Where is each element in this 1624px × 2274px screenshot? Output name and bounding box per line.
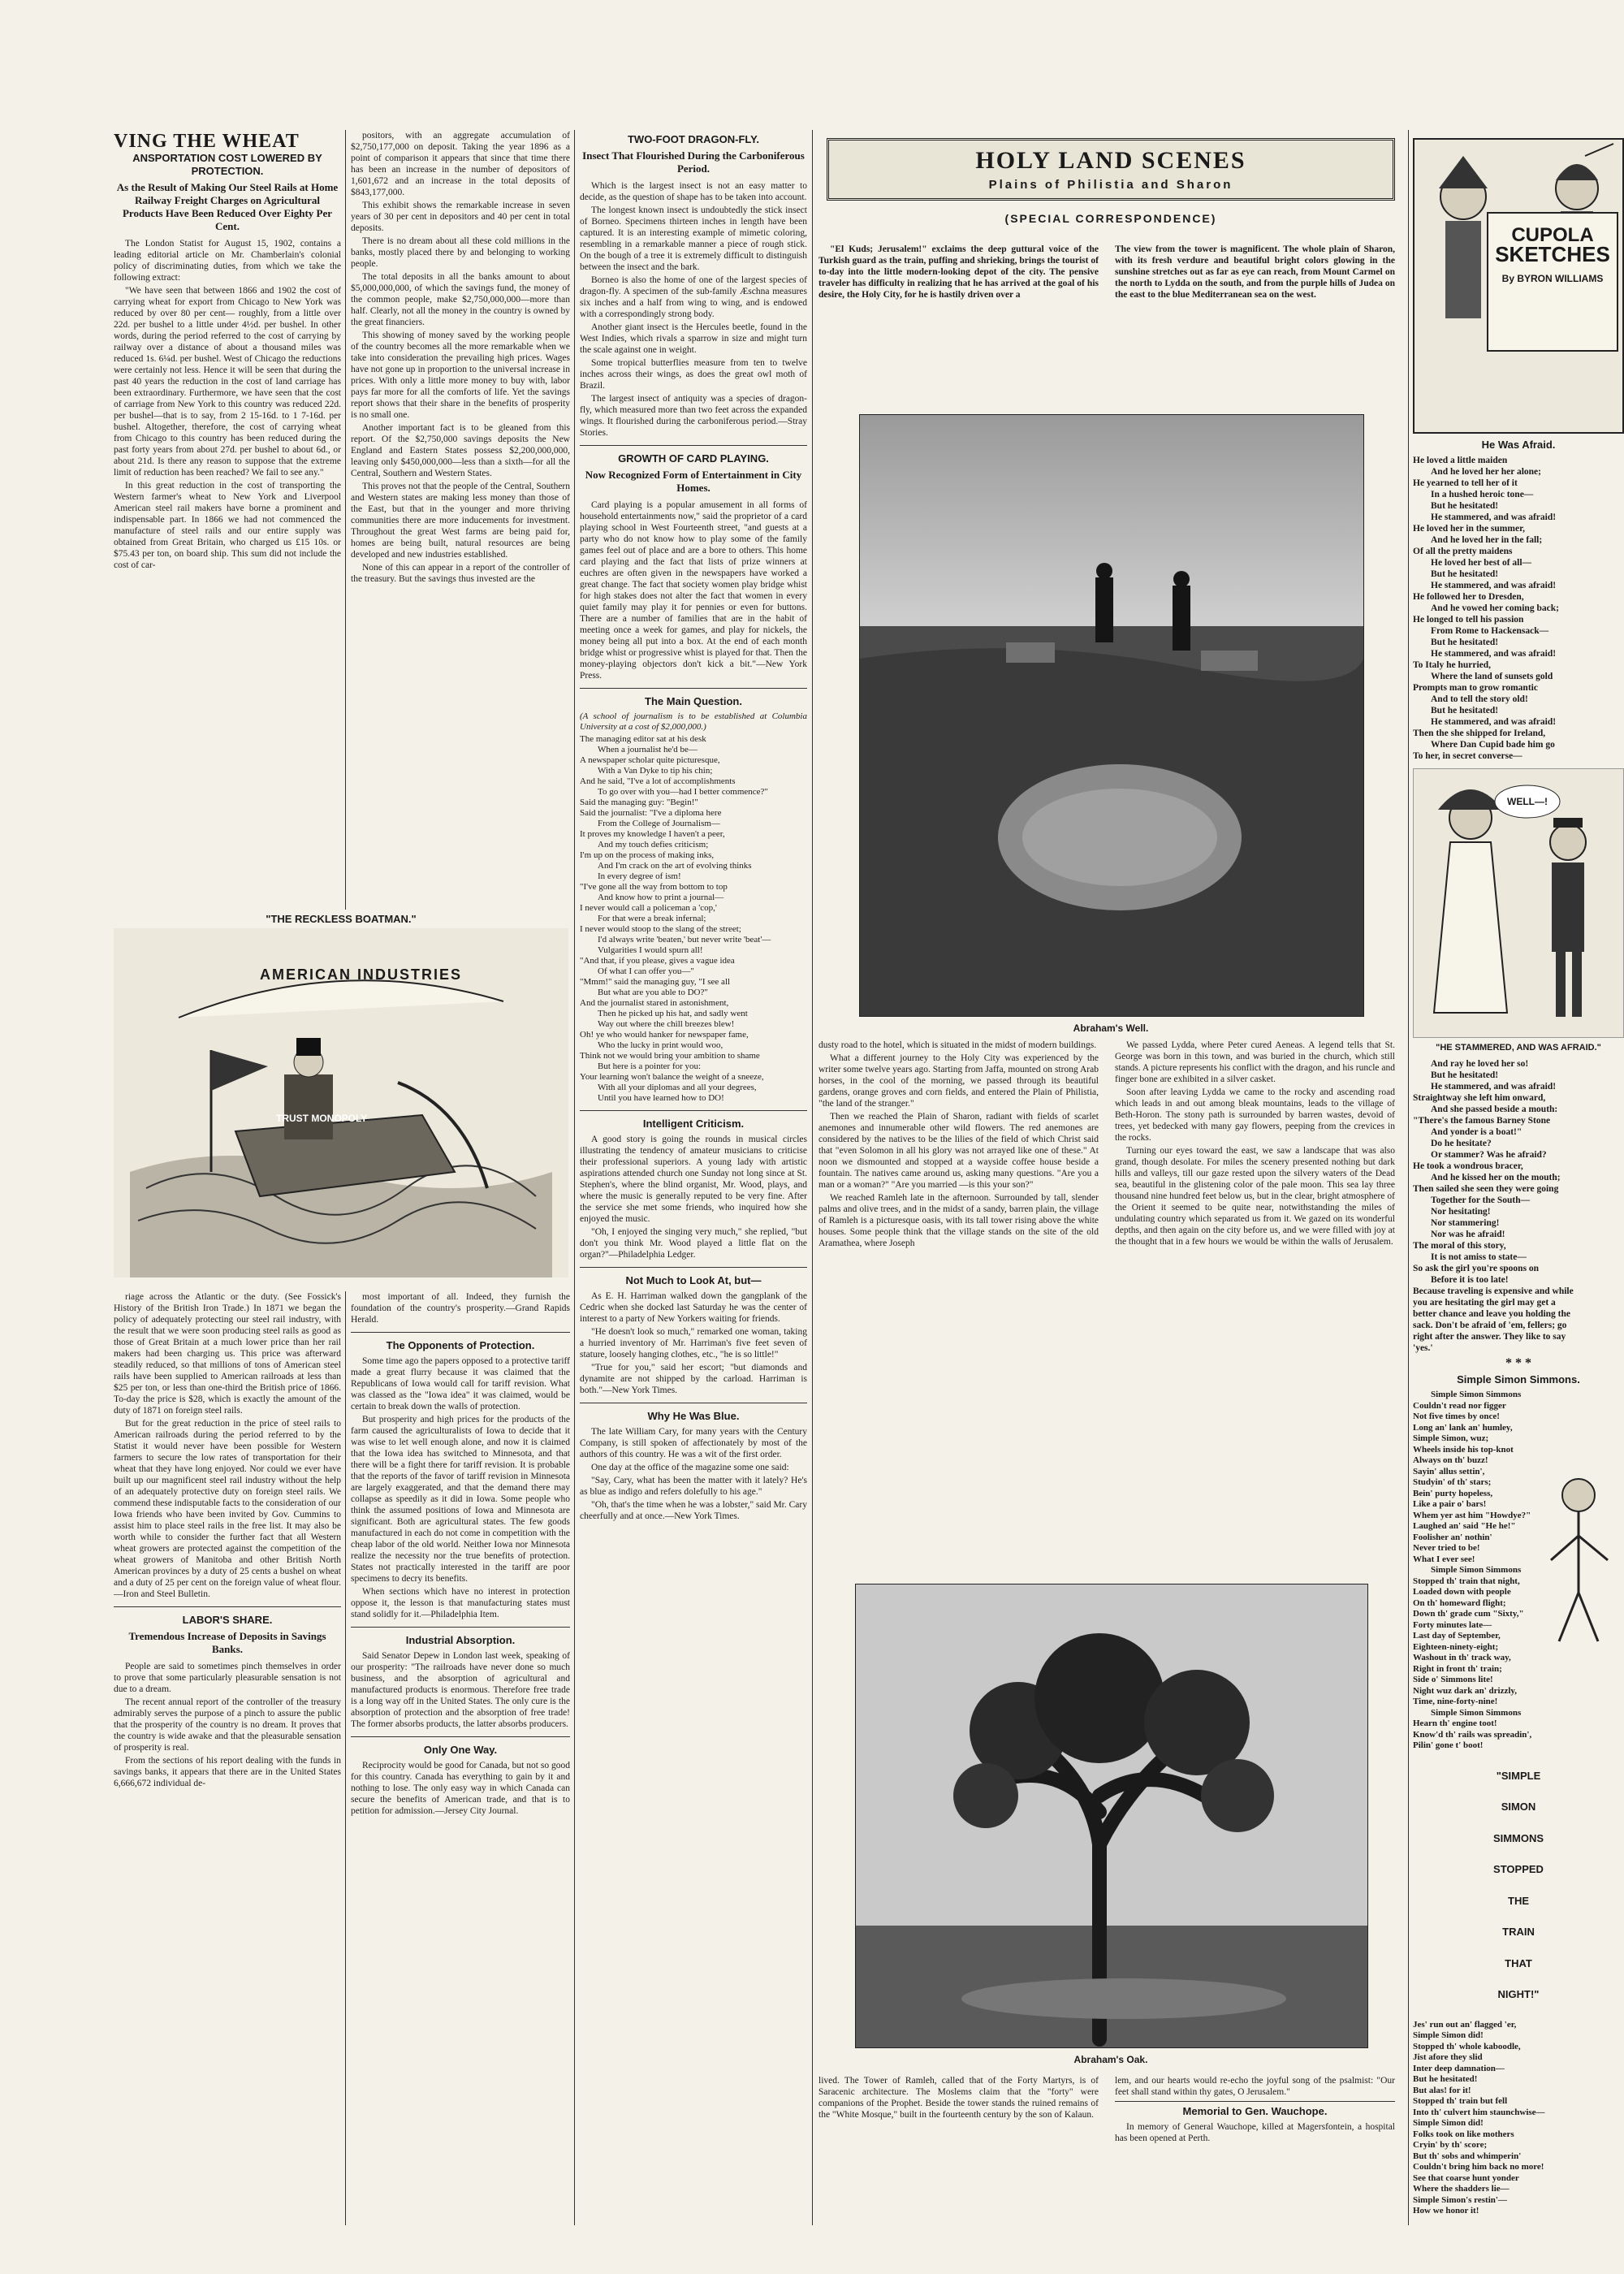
verse-line: you are hesitating the girl may get a xyxy=(1413,1297,1556,1308)
caption-line: THAT xyxy=(1505,1956,1532,1969)
verse-line: See that coarse hunt yonder xyxy=(1413,2172,1519,2183)
paragraph: riage across the Atlantic or the duty. (See Fossick's History of the British Iron Trade.) In 1871 we began the policy of adequately protecting our steel rail industry, with the result that we were soon producing steel rails as good as those of Great Britain at a much lower price than her rail makers had been charging us. This price was afterward steadily reduced, so that millions of tons of American steel rails have been supplied to American railroads at less than $25 per ton, or less than one-third the British price of 1866. To-day the price is $28, which is exactly the amount of the duty of 1871 on foreign steel rails. xyxy=(114,1292,341,1416)
photo-abrahams-oak xyxy=(855,1584,1368,2048)
article-title-main-question: The Main Question. xyxy=(645,695,742,707)
verse-line: Side o' Simmons lite! xyxy=(1413,1675,1493,1684)
verse-line: And to tell the story old! xyxy=(1431,694,1528,704)
paragraph: There is no dream about all these cold millions in the banks, mostly placed there by and belonging to working people. xyxy=(351,236,570,269)
verse-line: Simple Simon did! xyxy=(1413,2030,1484,2040)
cupola-title xyxy=(1492,224,1613,286)
cupola-byline: By BYRON WILLIAMS xyxy=(1501,273,1604,284)
article-title-dragonfly: TWO-FOOT DRAGON-FLY. xyxy=(627,133,759,145)
column-2-lower xyxy=(351,1291,570,2225)
verse-line: Nor was he afraid! xyxy=(1431,1229,1505,1239)
verse-line: Where the shadders lie— xyxy=(1413,2184,1510,2194)
verse-line: And he kissed her on the mouth; xyxy=(1431,1172,1561,1182)
verse-line: Jist afore they slid xyxy=(1413,2052,1483,2062)
verse-line: Hearn th' engine toot! xyxy=(1413,1718,1497,1728)
paragraph: In memory of General Wauchope, killed at Magersfontein, a hospital has been opened at Perth. xyxy=(1115,2122,1395,2143)
verse-line: Know'd th' rails was spreadin', xyxy=(1413,1729,1532,1740)
column-rule xyxy=(574,130,575,2225)
verse-line: And he loved her her alone; xyxy=(1431,467,1541,477)
verse-line: Together for the South— xyxy=(1431,1195,1531,1205)
verse-line: Vulgarities I would spurn all! xyxy=(598,945,703,955)
poem-afraid xyxy=(1413,455,1624,762)
verse-line: But he hesitated! xyxy=(1431,706,1499,715)
paragraph: Card playing is a popular amusement in all forms of household entertainments now," said the proprietor of a card playing school in West Fourteenth street, "and guests at a party who do not know how to play some of the family games feel out of place and are a bore to others. This home card playing and the fact that lists of prize winners at euchres are often given in the newspapers have worked a great change. The fact that society women play bridge whist for high stakes does not alter the fact that women in every quiet family may play it for pennies or even for buttons. There are a number of families that are in the habit of meeting once a week for games, and play for nickels, the money being all put into a box. At the end of each month bridge whist or progressive whist is played for that. Then the money-playing objectors don't kick a bit."—New York Press. xyxy=(580,500,807,681)
holy-intro-right xyxy=(1115,244,1395,302)
verse-line: He stammered, and was afraid! xyxy=(1431,1081,1557,1092)
verse-line: Then sailed she seen they were going xyxy=(1413,1183,1559,1194)
verse-line: Stopped th' whole kaboodle, xyxy=(1413,2041,1521,2051)
paragraph: The longest known insect is undoubtedly the stick insect of Borneo. Specimens thirteen inches in length have been captured. It is an interesting example of mimetic coloring, resembling in a remarkable manner a piece of rough stick. On the bough of a tree it is extremely difficult to distinguish between the insect and the bark. xyxy=(580,205,807,272)
paragraph: Borneo is also the home of one of the largest species of dragon-fly. A specimen of the sub-family Æschna measures six inches and a half from wing to wing, and is endowed with a correspondingly strong body. xyxy=(580,275,807,319)
verse-line: From the College of Journalism— xyxy=(598,819,720,828)
verse-line: He stammered, and was afraid! xyxy=(1431,717,1557,727)
verse-line: Wheels inside his top-knot xyxy=(1413,1444,1514,1455)
article-title-one-way: Only One Way. xyxy=(423,1744,498,1756)
article-deck-wheat: As the Result of Making Our Steel Rails at Home Railway Freight Charges on Agricultural Products Have Been Reduced Over Eighty Per Cent. xyxy=(116,180,339,232)
verse-line: Of what I can offer you—" xyxy=(598,966,694,976)
caption-abrahams-oak: Abraham's Oak. xyxy=(1073,2054,1148,2065)
column-rule xyxy=(345,1291,346,2225)
cartoon-stammered-drawing xyxy=(1414,769,1623,1037)
verse-line: "And that, if you please, gives a vague idea xyxy=(580,956,735,966)
verse-line: To Italy he hurried, xyxy=(1413,660,1492,670)
masthead-title: HOLY LAND SCENES xyxy=(975,147,1246,174)
caption-abrahams-well: Abraham's Well. xyxy=(1073,1022,1149,1034)
column-1-lower xyxy=(114,1291,341,2225)
paragraph: This proves not that the people of the Central, Southern and Western states are making less money than those of the East, but that in the younger and more thriving communities there are more inducements for investment. Throughout the great West farms are being paid for, homes are being built, natural resources are being developed and new industries established. xyxy=(351,482,570,560)
verse-line: When a journalist he'd be— xyxy=(598,745,698,754)
verse-line: Cryin' by th' score; xyxy=(1413,2140,1488,2150)
holy-intro-left xyxy=(818,244,1099,302)
photo-abrahams-oak-image xyxy=(856,1584,1367,2047)
paragraph: The view from the tower is magnificent. The whole plain of Sharon, with its fresh verdure and beautiful bright colors glowing in the sunshine stretches out as far as eye can reach, from Mount Carmel on the north to Lydda on the south, and from the purple hills of Judea on the east to the blue Mediterranean sea on the west. xyxy=(1115,244,1395,300)
caption-line: SIMMONS xyxy=(1492,1831,1544,1844)
verse-line: Eighteen-ninety-eight; xyxy=(1413,1641,1499,1652)
verse-line: What I ever see! xyxy=(1413,1554,1475,1564)
verse-line: To her, in secret converse— xyxy=(1413,751,1522,761)
verse-line: But he hesitated! xyxy=(1413,2074,1478,2084)
paragraph: Another important fact is to be gleaned from this report. Of the $2,750,000 savings deposits the New England and Eastern States possess $2,200,000,000, leaving only $450,000,000—less than a sixth—for all the Central, Southern and Western States. xyxy=(351,423,570,478)
paragraph: The recent annual report of the controller of the treasury admirably serves the purpose of a pinch to assure the public that the prosperity of the country is no dream. It proves that the country is wide awake and that the pleasurable sensation of prosperity is real. xyxy=(114,1697,341,1753)
verse-line: better chance and leave you holding the xyxy=(1413,1308,1571,1319)
divider xyxy=(580,688,807,689)
verse-line: But what are you able to DO?" xyxy=(598,988,708,997)
verse-line: Simple Simon Simmons xyxy=(1431,1390,1522,1399)
paragraph: Reciprocity would be good for Canada, but not so good for this country. Canada has everything to gain by it and nothing to lose. The only easy way in which Canada can secure the benefits of American trade, and that is to petition for admission.—Jersey City Journal. xyxy=(351,1761,570,1816)
verse-line: He stammered, and was afraid! xyxy=(1431,581,1557,590)
caption-line: TRAIN xyxy=(1502,1926,1535,1938)
verse-line: He stammered, and was afraid! xyxy=(1431,512,1557,522)
holy-left-body xyxy=(818,1040,1099,1576)
verse-line: Couldn't read nor figger xyxy=(1413,1400,1506,1411)
verse-line: He longed to tell his passion xyxy=(1413,615,1524,625)
verse-line: And know how to print a journal— xyxy=(598,893,724,902)
article-title-labor: LABOR'S SHARE. xyxy=(182,1614,273,1626)
verse-line: And he vowed her coming back; xyxy=(1431,603,1559,613)
verse-line: In a hushed heroic tone— xyxy=(1431,490,1534,499)
paragraph: positors, with an aggregate accumulation of $2,750,177,000 on deposit. Taking the year 1896 as a point of comparison it appears that since that time there has been an increase in the number of depositors of 1,601,672 and an increase in the total deposits of $843,177,000. xyxy=(351,131,570,197)
special-correspondence: (SPECIAL CORRESPONDENCE) xyxy=(1004,212,1217,225)
divider xyxy=(580,1110,807,1111)
paragraph: The late William Cary, for many years with the Century Company, is still spoken of affectionately by most of the authors of this country. He was a wit of the first order. xyxy=(580,1427,807,1459)
paragraph: lived. The Tower of Ramleh, called that of the Forty Martyrs, is of Saracenic architecture. The Moslems claim that the "forty" were companions of the Prophet. Beside the tower stands the ruined remains of the "White Mosque," built in the fourteenth century by the son of Kalaun. xyxy=(818,2076,1099,2120)
paragraph: What a different journey to the Holy City was experienced by the writer some twelve years ago. Starting from Jaffa, mounted on strong Arab horses, in the cool of the morning, we passed through its beautiful gardens, orange groves and corn fields, and entered the Plain of Philistia, "the land of the stranger." xyxy=(818,1053,1099,1109)
verse-line: How we honor it! xyxy=(1413,2206,1479,2216)
paragraph: "He doesn't look so much," remarked one woman, taking a hurried inventory of Mr. Harriman's five feet seven of stature, loosely hanging clothes, etc., "he is so little!" xyxy=(580,1327,807,1360)
verse-line: It proves my knowledge I haven't a peer, xyxy=(580,829,725,839)
verse-line: I never would stoop to the slang of the street; xyxy=(580,924,741,934)
verse-line: He took a wondrous bracer, xyxy=(1413,1161,1523,1171)
verse-line: Long an' lank an' humley, xyxy=(1413,1422,1513,1433)
verse-line: A newspaper scholar quite picturesque, xyxy=(580,755,720,765)
paragraph: lem, and our hearts would re-echo the joyful song of the psalmist: "Our feet shall stand within thy gates, O Jerusalem." xyxy=(1115,2076,1395,2097)
paragraph: In this great reduction in the cost of transporting the Western farmer's wheat to New York and Liverpool American steel rail makers have borne a prominent and indispensable part. In 1866 we had not commenced the manufacture of steel rails and our entire supply was obtained from Great Britain, who charged us £15 10s. or $75.43 per ton, on board ship. This sum did not include the cost of car- xyxy=(114,480,341,570)
paragraph: dusty road to the hotel, which is situated in the midst of modern buildings. xyxy=(818,1040,1097,1050)
photo-abrahams-well xyxy=(859,414,1364,1017)
verse-line: He followed her to Dresden, xyxy=(1413,592,1524,602)
column-rule xyxy=(812,130,813,2225)
article-title-memorial: Memorial to Gen. Wauchope. xyxy=(1182,2105,1328,2117)
verse-line: But alas! for it! xyxy=(1413,2085,1471,2095)
column-rule xyxy=(345,130,346,910)
verse-line: Your learning won't balance the weight of a sneeze, xyxy=(580,1072,764,1082)
verse-line: Simple Simon Simmons xyxy=(1431,1565,1522,1575)
simon-layout xyxy=(1413,1390,1624,1752)
poem-simon xyxy=(1413,1390,1535,1752)
verse-line: I never would call a policeman a 'cop,' xyxy=(580,903,717,913)
masthead-subtitle: Plains of Philistia and Sharon xyxy=(988,178,1233,192)
divider xyxy=(351,1627,570,1628)
verse-line: But th' sobs and whimperin' xyxy=(1413,2151,1522,2161)
poem-afraid-continued xyxy=(1413,1058,1624,1354)
cupola-title-line1: CUPOLA xyxy=(1511,224,1594,246)
verse-line: Of all the pretty maidens xyxy=(1413,547,1513,556)
article-title-not-much: Not Much to Look At, but— xyxy=(625,1274,762,1286)
article-deck-dragonfly: Insect That Flourished During the Carboniferous Period. xyxy=(582,149,805,175)
paragraph: The total deposits in all the banks amount to about $5,000,000,000, of which the savings fund, the money of the common people, make $2,750,000,000—more than half. Clearly, not all the money in the country is owned by the great financiers. xyxy=(351,272,570,327)
verse-line: Foolisher an' nothin' xyxy=(1413,1532,1492,1542)
verse-line: Stopped th' train that night, xyxy=(1413,1576,1520,1586)
verse-line: Nor hesitating! xyxy=(1431,1206,1491,1217)
divider xyxy=(1115,2101,1395,2102)
verse-line: But he hesitated! xyxy=(1431,501,1499,511)
column-3 xyxy=(580,130,807,2225)
photo-abrahams-well-image xyxy=(860,415,1363,1016)
verse-line: Straightway she left him onward, xyxy=(1413,1092,1546,1103)
paragraph: Some tropical butterflies measure from ten to twelve inches across their wings, as does the great owl moth of Brazil. xyxy=(580,358,807,391)
paragraph: From the sections of his report dealing with the funds in savings banks, it appears that there are in the United States 6,666,672 individual de- xyxy=(114,1756,341,1788)
paragraph: The largest insect of antiquity was a species of dragon-fly, which measured more than two feet across the expanded wings. It flourished during the carboniferous period.—Stray Stories. xyxy=(580,394,807,438)
verse-line: He loved a little maiden xyxy=(1413,456,1508,465)
verse-line: I'm up on the process of making inks, xyxy=(580,850,715,860)
verse-line: And yonder is a boat!" xyxy=(1431,1126,1522,1137)
verse-line: And I'm crack on the art of evolving thinks xyxy=(598,861,752,871)
paragraph: most important of all. Indeed, they furnish the foundation of the country's prosperity.—Grand Rapids Herald. xyxy=(351,1292,570,1325)
paragraph: "El Kuds; Jerusalem!" exclaims the deep guttural voice of the Turkish guard as the train, puffing and shrieking, brings the tourist of to-day into the little modern-looking depot of the city. The pensive traveler has difficulty in realizing that he has arrived at the goal of his desire, the Holy City, for he is hastily driven over a xyxy=(818,244,1099,300)
simon-figure xyxy=(1535,1471,1622,1649)
caption-line: SIMON xyxy=(1501,1801,1536,1813)
caption-line: NIGHT!" xyxy=(1497,1988,1540,2000)
holy-bottom-right xyxy=(1115,2075,1395,2146)
paragraph: "Say, Cary, what has been the matter with it lately? He's as blue as indigo and refers dolefully to his age." xyxy=(580,1476,807,1497)
verse-line: Said the managing guy: "Begin!" xyxy=(580,798,698,807)
newspaper-page xyxy=(114,130,1610,2225)
caption-stammered: "HE STAMMERED, AND WAS AFRAID." xyxy=(1436,1043,1601,1053)
verse-line: Nor stammering! xyxy=(1431,1217,1500,1228)
verse-line: And he said, "I've a lot of accomplishments xyxy=(580,776,736,786)
cartoon-banner: AMERICAN INDUSTRIES xyxy=(260,966,463,983)
paragraph: Which is the largest insect is not an easy matter to decide, as the question of shape has to be taken into account. xyxy=(580,181,807,202)
verse-line: Or stammer? Was he afraid? xyxy=(1431,1149,1547,1160)
poem-simon-continued xyxy=(1413,2020,1624,2217)
verse-line: It is not amiss to state— xyxy=(1431,1252,1527,1262)
verse-line: Who the lucky in print would woo, xyxy=(598,1040,723,1050)
paragraph: Said Senator Depew in London last week, speaking of our prosperity: "The railroads have never done so much business, and the absorption of agricultural and manufactured products is enormous. Therefore free trade is a long way off in the United States. The only cure is the absorption of protection and the absorption of free trade! The former absorbs products, the latter absorbs producers. xyxy=(351,1651,570,1729)
paragraph: The London Statist for August 15, 1902, contains a leading editorial article on Mr. Chamberlain's colonial policy of discriminating duties, from which we take the following extract: xyxy=(114,238,341,283)
verse-line: In every degree of ism! xyxy=(598,871,681,881)
article-title-criticism: Intelligent Criticism. xyxy=(642,1118,745,1130)
verse-line: With all your diplomas and all your degrees, xyxy=(598,1083,757,1092)
article-subtitle-wheat: ANSPORTATION COST LOWERED BY PROTECTION. xyxy=(132,151,322,177)
paragraph: "Oh, I enjoyed the singing very much," she replied, "but don't you think Mr. Wood played a little flat on the organ?"—Philadelphia Ledger. xyxy=(580,1227,807,1260)
verse-line: Night wuz dark an' drizzly, xyxy=(1413,1685,1518,1696)
section-stars: * * * xyxy=(1505,1355,1531,1370)
article-title-wheat: VING THE WHEAT xyxy=(114,131,300,152)
verse-line: Like a pair o' bars! xyxy=(1413,1499,1487,1509)
verse-line: But he hesitated! xyxy=(1431,569,1499,579)
verse-line: Right in front th' train; xyxy=(1413,1663,1502,1674)
wheat-body xyxy=(114,238,341,571)
verse-line: And she passed beside a mouth: xyxy=(1431,1104,1558,1114)
paragraph: A good story is going the rounds in musical circles illustrating the tendency of amateur musicians to criticise their professional superiors. A young lady with artistic aspirations attended church one Sunday not long since at St. Stephen's, where the blind organist, Mr. Wood, plays, and where the music is generally reputed to be very fine. After the service she met some friends, who inquired how she enjoyed the music. xyxy=(580,1135,807,1224)
verse-line: Couldn't bring him back no more! xyxy=(1413,2162,1544,2172)
verse-line: Then he picked up his hat, and sadly went xyxy=(598,1009,748,1018)
verse-line: 'yes.' xyxy=(1413,1342,1433,1353)
paragraph: We passed Lydda, where Peter cured Aeneas. A legend tells that St. George was born in this town, and was buried in the church, which still stands. A picture represents his conflict with the dragon, and his runcle and finger bone are exhibited in a silver casket. xyxy=(1115,1040,1395,1084)
column-rule xyxy=(1408,130,1409,2225)
verse-line: And he loved her in the fall; xyxy=(1431,535,1543,545)
verse-line: So ask the girl you're spoons on xyxy=(1413,1263,1540,1273)
verse-line: Washout in th' track way, xyxy=(1413,1653,1511,1662)
article-deck-labor: Tremendous Increase of Deposits in Savings Banks. xyxy=(128,1630,326,1655)
verse-line: Down th' grade cum "Sixty," xyxy=(1413,1609,1524,1619)
verse-line: Because traveling is expensive and while xyxy=(1413,1286,1574,1296)
paragraph: None of this can appear in a report of the controller of the treasury. But the savings thus invested are the xyxy=(351,563,570,584)
verse-line: With a Van Dyke to tip his chin; xyxy=(598,766,713,776)
verse-line: Last day of September, xyxy=(1413,1631,1501,1641)
verse-line: And my touch defies criticism; xyxy=(598,840,709,850)
article-deck-cards: Now Recognized Form of Entertainment in City Homes. xyxy=(585,469,802,494)
divider xyxy=(114,1606,341,1607)
verse-line: Until you have learned how to DO! xyxy=(598,1093,724,1103)
verse-line: Where the land of sunsets gold xyxy=(1431,672,1553,681)
paragraph: People are said to sometimes pinch themselves in order to prove that some particularly pleasurable sensation is not due to a dream. xyxy=(114,1662,341,1694)
caption-line: THE xyxy=(1508,1894,1529,1907)
cupola-title-line2: SKETCHES xyxy=(1495,241,1610,266)
verse-line: Do he hesitate? xyxy=(1431,1138,1492,1148)
caption-line: "SIMPLE xyxy=(1496,1769,1541,1782)
article-title-opponents: The Opponents of Protection. xyxy=(386,1339,535,1351)
paragraph: As E. H. Harriman walked down the gangplank of the Cedric when she docked last Saturday he was the center of interest to a party of New Yorkers waiting for friends. xyxy=(580,1291,807,1324)
verse-line: But here is a pointer for you: xyxy=(598,1061,702,1071)
holy-land-section xyxy=(818,130,1403,2225)
paragraph: Another giant insect is the Hercules beetle, found in the West Indies, which rivals a sparrow in size and might turn the scale against one in weight. xyxy=(580,322,807,355)
main-question-verse xyxy=(580,734,807,1104)
verse-line: Stopped th' train but fell xyxy=(1413,2096,1508,2106)
column-2 xyxy=(351,130,570,906)
verse-line: Always on th' buzz! xyxy=(1413,1455,1488,1465)
poem-title-simon: Simple Simon Simmons. xyxy=(1457,1373,1580,1386)
verse-line: Whem yer ast him "Howdye?" xyxy=(1413,1510,1531,1520)
column-cupola xyxy=(1413,130,1624,2225)
cupola-header xyxy=(1413,138,1624,434)
speech-balloon: WELL—! xyxy=(1507,796,1548,807)
verse-line: Not five times by once! xyxy=(1413,1412,1500,1421)
verse-line: But he hesitated! xyxy=(1431,638,1499,647)
verse-line: He stammered, and was afraid! xyxy=(1431,649,1557,659)
paragraph: This exhibit shows the remarkable increase in seven years of 30 per cent in depositors and 40 per cent in total deposits. xyxy=(351,201,570,233)
verse-line: Simple Simon's restin'— xyxy=(1413,2194,1507,2205)
verse-line: Laughed an' said "He he!" xyxy=(1413,1521,1516,1531)
cartoon-reckless-boatman xyxy=(114,910,568,1283)
paragraph: But prosperity and high prices for the products of the farm caused the agriculturalists of Iowa to decide that it was wise to let well enough alone, and now it is claimed that the Iowa idea has switched to Minnesota, and that there will be a fight there for tariff revision. It is probable that the reports of the favor of tariff revision in Minnesota are largely exaggerated, and that the demand there may collapse as speedily as it did in Iowa. Some people who think the assumed positions of Iowa and Minnesota are significant. Both are agricultural states. The few goods manufactured in each do not come in competition with the cheap labor of the old world. Neither Iowa nor Minnesota realize the necessity nor the true benefits of protection. States not practically interested in the tariff are poor specimens to decry its benefits. xyxy=(351,1415,570,1584)
paragraph: But for the great reduction in the price of steel rails to American railroads during the period referred to by the Statist it would never have been possible for Western farmers to secure the low rates of transportation for their wheat that they have long enjoyed. Nor could we ever have built up our magnificent steel rail industry without the help of an adequately protective duty on foreign steel rails. We commend these indisputable facts to the consideration of our Iowa friends who have been invited by Gov. Cummins to assist him to place steel rails in the free list. It may also be worth while to consider the further fact that all Western wheat growers are protected against the competition of the wheat growers of Manitoba and other British North American provinces by a duty of 25 cents a bushel on wheat and a duty of 25 per cent on the foreign value of wheat flour.—Iron and Steel Bulletin. xyxy=(114,1419,341,1599)
divider xyxy=(580,1267,807,1268)
verse-line: On th' homeward flight; xyxy=(1413,1597,1506,1608)
verse-line: But he hesitated! xyxy=(1431,1070,1499,1080)
verse-line: Inter deep damnation— xyxy=(1413,2063,1505,2073)
verse-line: Pilin' gone t' boot! xyxy=(1413,1740,1484,1750)
verse-line: sack. Don't be afraid of 'em, fellers; go xyxy=(1413,1320,1567,1330)
verse-line: Forty minutes late— xyxy=(1413,1619,1492,1630)
paragraph: One day at the office of the magazine some one said: xyxy=(591,1463,789,1472)
verse-line: Bein' purty hopeless, xyxy=(1413,1488,1493,1498)
paragraph: Then we reached the Plain of Sharon, radiant with fields of scarlet anemones and innumerable other wild flowers. The red anemones are considered by the natives to be the lilies of the field of which Christ said that "even Solomon in all his glory was not arrayed like one of these." At noon we dismounted and stopped at a wayside coffee house beside a fountain. The natives came around us, asking many questions. "Are you a man or a woman?" "Are you married —is this your son?" xyxy=(818,1112,1099,1190)
paragraph: "True for you," said her escort; "but diamonds and dynamite are not shipped by the carload. Harriman is both."—New York Times. xyxy=(580,1363,807,1395)
simon-figure-drawing xyxy=(1535,1471,1622,1649)
verse-line: "Mmm!" said the managing guy, "I see all xyxy=(580,977,731,987)
divider xyxy=(580,445,807,446)
verse-line: He loved her best of all— xyxy=(1431,558,1532,568)
paragraph: This showing of money saved by the working people of the country becomes all the more remarkable when we take into consideration the prevailing high prices. Wages have not gone up in proportion to the universal increase in prices. With only a little more money to buy with, labor pays far more for all the comforts of life. Yet the savings report shows that their share in the benefits of prosperity is no small one. xyxy=(351,331,570,420)
verse-line: "There's the famous Barney Stone xyxy=(1413,1115,1551,1126)
verse-line: Simple Simon did! xyxy=(1413,2118,1484,2128)
cartoon-stammered xyxy=(1413,768,1624,1038)
verse-line: "I've gone all the way from bottom to top xyxy=(580,882,728,892)
divider xyxy=(351,1332,570,1333)
verse-line: And the journalist stared in astonishment, xyxy=(580,998,729,1008)
verse-line: Folks took on like mothers xyxy=(1413,2129,1514,2139)
verse-line: The managing editor sat at his desk xyxy=(580,734,706,744)
holy-right-body xyxy=(1115,1040,1395,1576)
verse-line: Simple Simon, wuz; xyxy=(1413,1433,1489,1443)
simon-tall-caption xyxy=(1413,1770,1624,2002)
verse-line: For that were a break infernal; xyxy=(598,914,706,923)
verse-line: Then the she shipped for Ireland, xyxy=(1413,728,1546,738)
verse-line: Loaded down with people xyxy=(1413,1587,1511,1597)
verse-line: Simple Simon Simmons xyxy=(1431,1707,1522,1718)
verse-line: Oh! ye who would hanker for newspaper fame, xyxy=(580,1030,749,1040)
paragraph: We reached Ramleh late in the afternoon. Surrounded by tall, slender palms and olive trees, and in the midst of a sandy, barren plain, the village of Ramleh is a picturesque oasis, with its tall tower rising above the white houses. Some people think that the village stands on the site of the old Aramathea, where Joseph xyxy=(818,1193,1099,1248)
verse-line: To go over with you—had I better commence?" xyxy=(598,787,768,797)
article-title-blue: Why He Was Blue. xyxy=(647,1410,740,1422)
verse-line: Never tried to be! xyxy=(1413,1543,1480,1553)
paragraph: "Oh, that's the time when he was a lobster," said Mr. Cary cheerfully and at once.—New York Times. xyxy=(580,1500,807,1521)
holy-bottom-left xyxy=(818,2075,1099,2122)
main-question-note: (A school of journalism is to be established at Columbia University at a cost of $2,000,000.) xyxy=(580,711,807,732)
paragraph: When sections which have no interest in protection oppose it, the lesson is that manufacturing states must stand solidly for it.—Philadelphia Item. xyxy=(351,1587,570,1619)
paragraph: "We have seen that between 1866 and 1902 the cost of carrying wheat for export from Chicago to New York was reduced by over 80 per cent— roughly, from a little over 22d. per bushel to a little under 4½d. per bushel. In other words, during the period referred to the cost of carrying by railway over a distance of about a thousand miles was reduced 1s. 6¼d. per bushel. West of Chicago the reductions were certainly not less. Hence it will be seen that during the past 40 years the reduction in the cost of land carriage has been extraordinary. Furthermore, we have seen that the cost of carriage from New York to this country was reduced 22d. per bushel—that is to say, from 2 15-16d. to 1 7-16d. per bushel. Altogether, therefore, the cost of carrying wheat from Chicago to this country has been reduced during the past forty years from about 27d. per bushel to about 6d., or about 21d. Is there any reason to suppose that the extreme limit of reduction has been reached? We fail to see any." xyxy=(114,285,341,478)
paragraph: Some time ago the papers opposed to a protective tariff made a great flurry because it was claimed that the Republicans of Iowa would call for tariff revision. What was classed as the "Iowa idea" it was claimed, would be certain to break down the walls of protection. xyxy=(351,1356,570,1412)
cartoon-label: TRUST MONOPOLY xyxy=(276,1113,368,1124)
verse-line: I'd always write 'beaten,' but never write 'beat'— xyxy=(598,935,771,945)
verse-line: Where Dan Cupid bade him go xyxy=(1431,740,1555,750)
paragraph: Turning our eyes toward the east, we saw a landscape that was also grand, though desolate. For miles the scenery presented nothing but dark hills and valleys, till our gaze rested upon the silvery waters of the Dead sea, beautiful in the glistening color of the pale moon. This sea lay three thousand nine hundred feet below us, but in the clear, bright atmosphere of the Orient it seemed to be quite near, notwithstanding the miles of undulating country which separated us from it. We gazed on its wonderful depths, and then again on the city before us, and we were filled with joy at the thought that in a few hours we would be within the walls of Jerusalem. xyxy=(1115,1146,1395,1247)
verse-line: The moral of this story, xyxy=(1413,1240,1506,1251)
verse-line: Time, nine-forty-nine! xyxy=(1413,1697,1498,1706)
verse-line: He yearned to tell her of it xyxy=(1413,478,1518,488)
article-title-absorption: Industrial Absorption. xyxy=(405,1634,516,1646)
cartoon-title: "THE RECKLESS BOATMAN." xyxy=(266,913,417,925)
verse-line: Into th' culvert him staunchwise— xyxy=(1413,2107,1545,2117)
article-title-cards: GROWTH OF CARD PLAYING. xyxy=(618,452,769,465)
verse-line: right after the answer. They like to say xyxy=(1413,1331,1566,1342)
verse-line: Said the journalist: "I've a diploma here xyxy=(580,808,722,818)
verse-line: Before it is too late! xyxy=(1431,1274,1509,1285)
verse-line: From Rome to Hackensack— xyxy=(1431,626,1549,636)
caption-line: STOPPED xyxy=(1493,1863,1544,1875)
verse-line: Prompts man to grow romantic xyxy=(1413,683,1538,693)
divider xyxy=(351,1736,570,1737)
verse-line: Think not we would bring your ambition to shame xyxy=(580,1051,760,1061)
verse-line: Sayin' allus settin', xyxy=(1413,1466,1485,1476)
verse-line: He loved her in the summer, xyxy=(1413,524,1525,534)
verse-line: Way out where the chill breezes blew! xyxy=(598,1019,735,1029)
paragraph: Soon after leaving Lydda we came to the rocky and ascending road which leads in and out among bleak mountains, leads to the village of Beth-Horon. The stony path is surrounded by barren wastes, devoid of trees, yet bedecked with many gay flowers, peeping from the crevices in the rocks. xyxy=(1115,1087,1395,1143)
verse-line: And ray he loved her so! xyxy=(1431,1058,1529,1069)
holy-land-masthead xyxy=(827,138,1395,201)
verse-line: Studyin' of th' stars; xyxy=(1413,1477,1492,1487)
verse-line: Jes' run out an' flagged 'er, xyxy=(1413,2019,1517,2030)
poem-title-afraid: He Was Afraid. xyxy=(1481,439,1556,451)
